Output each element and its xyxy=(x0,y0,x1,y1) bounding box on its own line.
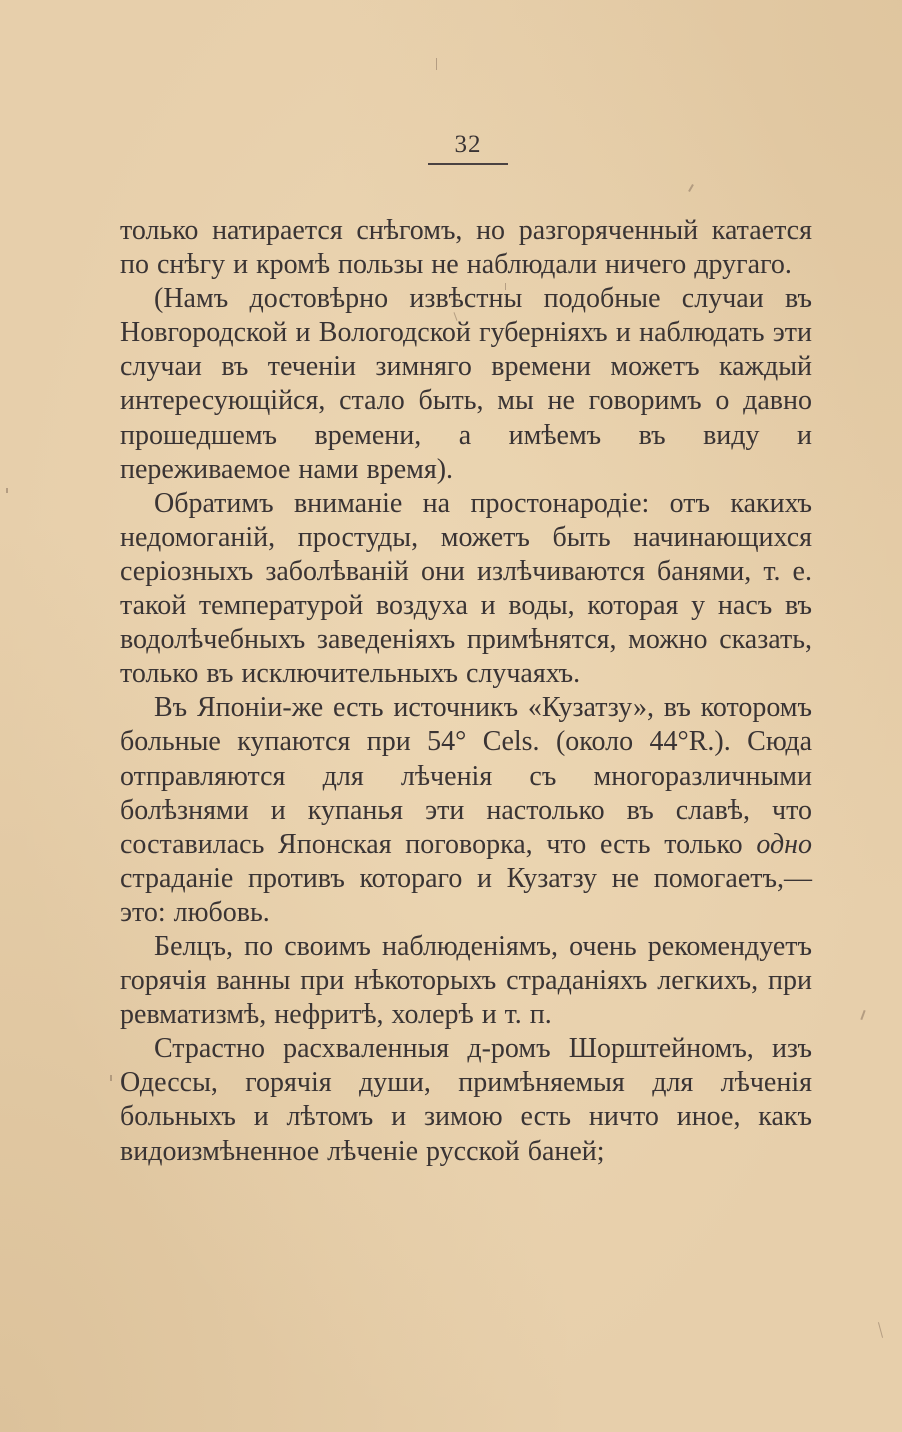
japan-italic-word: одно xyxy=(756,828,812,860)
japan-text-after: страданіе противъ котораго и Кузатзу не помогаетъ,—это: любовь. xyxy=(120,862,812,928)
japan-text-before: Въ Японіи-же есть источникъ «Кузатзу», въ которомъ больные купаются при 54° Cels. (около 44°R.). Сюда отправляются для лѣченія съ многоразличными болѣзнями и купанья эти настолько въ славѣ, что составилась Японская поговорка, что есть только xyxy=(120,692,812,860)
paragraph-common-people: Обратимъ вниманіе на простонародіе: отъ какихъ недомоганій, простуды, можетъ быть начинающихся серіозныхъ заболѣваній они излѣчиваются банями, т. е. такой температурой воздуха и воды, которая у насъ въ водолѣчебныхъ заведеніяхъ примѣнятся, можно сказать, только въ исключительныхъ случаяхъ. xyxy=(120,487,812,690)
page-number-rule xyxy=(428,163,508,165)
paragraph-novgorod: (Намъ достовѣрно извѣстны подобные случаи въ Новгородской и Вологодской губерніяхъ и наблюдать эти случаи въ теченіи зимняго времени можетъ каждый интересующійся, стало быть, мы не говоримъ о давно прошедшемъ времени, а имѣемъ въ виду и переживаемое нами время). xyxy=(120,283,812,485)
paragraph-japan xyxy=(120,691,812,930)
paragraph-shorshtein: Страстно расхваленныя д-ромъ Шорштейномъ, изъ Одессы, горячія души, примѣняемыя для лѣченія больныхъ и лѣтомъ и зимою есть ничто иное, какъ видоизмѣненное лѣченіе русской баней; xyxy=(120,1033,812,1167)
paragraph-continuation: только натирается снѣгомъ, но разгоряченный катается по снѣгу и кромѣ пользы не наблюдали ничего другаго. xyxy=(120,215,812,281)
body-text xyxy=(120,214,812,1169)
paragraph-beletz: Белцъ, по своимъ наблюденіямъ, очень рекомендуетъ горячія ванны при нѣкоторыхъ страданіяхъ легкихъ, при ревматизмѣ, нефритѣ, холерѣ и т. п. xyxy=(120,930,812,1031)
page-number: 32 xyxy=(454,131,482,158)
